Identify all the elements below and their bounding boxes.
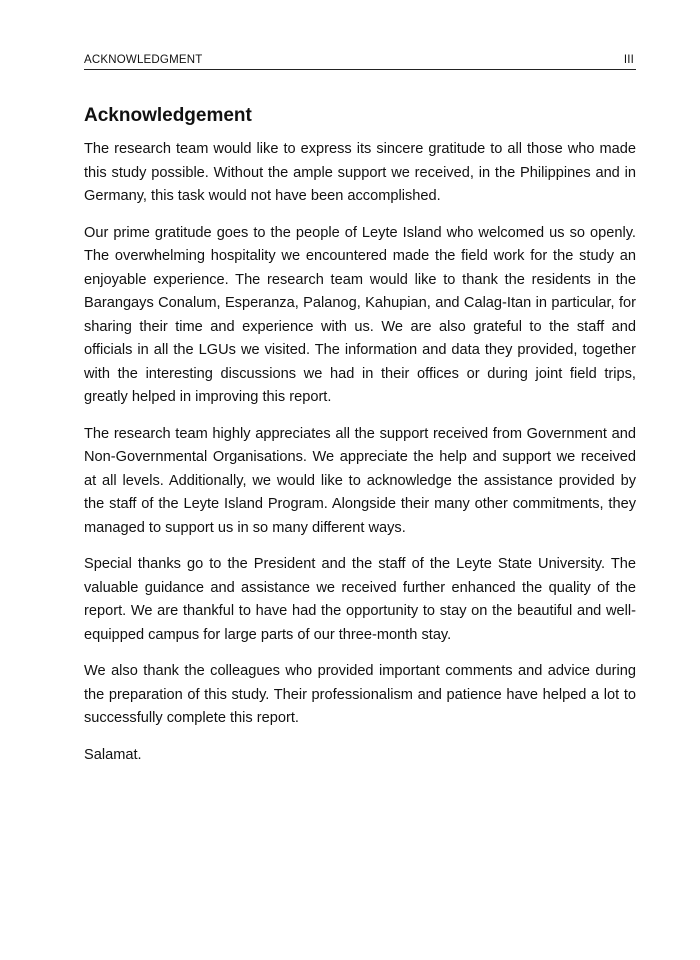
paragraph-university: Special thanks go to the President and the staff of the Leyte State University. The valuable guidance and assistance we received further enhanced the quality of the report. We are thankful to have had the opportunity to stay on the beautiful and well-equipped campus for large parts of our three-month stay.: [84, 556, 636, 643]
paragraph-closing: Salamat.: [84, 746, 142, 763]
paragraph-organisations: The research team highly appreciates all the support received from Government and Non-Governmental Organisations. We appreciate the help and support we received at all levels. Additionally, we would like to acknowledge the assistance provided by the staff of the Leyte Island Program. Alongside their many other commitments, they managed to support us in so many different ways.: [84, 425, 636, 536]
header-section-label: ACKNOWLEDGMENT: [84, 54, 203, 66]
paragraph-colleagues: We also thank the colleagues who provided important comments and advice during the preparation of this study. Their professionalism and patience have helped a lot to successfully complete this report.: [84, 663, 636, 726]
header-page-number: III: [623, 54, 634, 66]
paragraph-leyte-people: Our prime gratitude goes to the people of Leyte Island who welcomed us so openly. The overwhelming hospitality we encountered made the field work for the study an enjoyable experience. The research team would like to thank the residents in the Barangays Conalum, Esperanza, Palanog, Kahupian, and Calag-Itan in particular, for sharing their time and experience with us. We are also grateful to the staff and officials in all the LGUs we visited. The information and data they provided, together with the interesting discussions we had in their offices or during joint field trips, greatly helped in improving this report.: [84, 224, 636, 405]
page-content: [84, 104, 636, 780]
paragraph-gratitude: The research team would like to express its sincere gratitude to all those who made this study possible. Without the ample support we received, in the Philippines and in Germany, this task would not have been accomplished.: [84, 141, 636, 204]
page-title: Acknowledgement: [84, 105, 252, 126]
running-header: [84, 53, 636, 70]
